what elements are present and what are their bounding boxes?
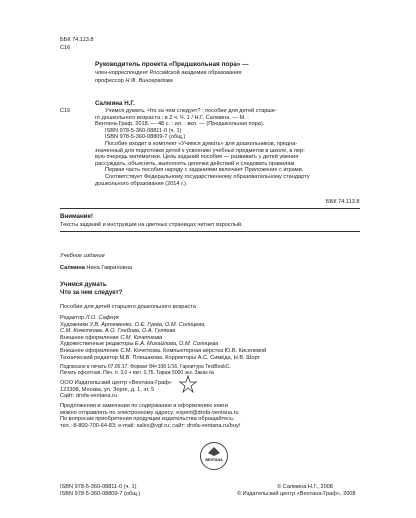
credit-role: Внешнее оформление [60,334,121,341]
credit-names: С.М. Кочеткова. Компьютерная вёрстка Ю.В. Киселевой [120,347,267,354]
credit-role: Художники [60,321,90,328]
credit-line [60,315,266,322]
author-surname: Салмина [60,265,85,271]
annotation-line: Пособие входит в комплект «Учимся думать» для дошкольников, предна- [105,140,298,147]
credit-role: Художественные редакторы [60,341,135,348]
publisher-line: 123308, Москва, ул. Зорге, д. 1, эт. 5 [60,386,155,393]
credit-line [60,348,266,355]
credit-names: У.В. Артеменко, О.Е. Гуева, О.М. Солнцева, [89,321,206,328]
credit-names: Е.А. Михайлова, О.М. Солнцева [134,341,219,348]
isbn-bottom [60,484,140,497]
isbn-line: ISBN 978-5-360-08809-7 (общ.) [60,490,141,497]
author-full [60,265,132,272]
edition-label: Учебное издание [60,253,105,259]
contact-line: По вопросам приобретения продукции издательства обращайтесь: [60,416,235,423]
copyright-line: © Салмина Н.Г., 2008 [277,484,333,490]
annotation-line: значенный для подготовки детей к усвоению учебных предметов в школе, в пер- [95,147,306,154]
catalog-bbk: ББК 74.113.8 [326,199,360,205]
udk-code-top: С16 [60,45,71,51]
publisher-line: Сайт: drofa-ventana.ru [60,393,118,400]
catalog-author: Салмина Н.Г. [95,100,135,107]
divider [60,231,360,232]
credit-names: С.М. Кочеткова, А.О. Глебова, О.А. Гуляева [60,328,176,335]
project-head-name: Н.Ф. Виноградова [125,78,173,84]
publisher-block [60,380,172,400]
annotation-line: рассуждать, объяснять, выполнять цепочки действий и следовать правилам. [95,160,296,167]
credit-line [60,322,266,329]
contact-line: тел.: 8-800-700-64-83; e-mail: sales@vgf.ru; сайт: drofa-ventana.ru/buy/ [60,422,241,429]
contacts-block [60,403,240,429]
credit-line [60,341,266,348]
credit-names: С.М. Кочеткова [120,334,163,341]
contact-line: можно отправлять по электронному адресу: expert@drofa-ventana.ru [60,409,239,416]
annotation-line: Первая часть пособия наряду с заданиями включает Приложение с играми. [105,167,304,174]
annotation-line: Соответствует Федеральному государственному образовательному стандарту [105,173,310,180]
project-head-title: Руководитель проекта «Предшкольная пора» — [95,61,249,68]
credit-role: Редактор [60,315,86,321]
catalog-isbn-line: ISBN 978-5-360-08809-7 (общ.) [105,134,186,141]
logo-text: ВЕНТАНА [205,458,223,462]
contact-line: Предложения и замечания по содержанию и оформлению книги [60,403,228,409]
project-head-line2: член-корреспондент Российской академии образования [95,70,242,76]
print-info [60,364,231,376]
credit-role: Технический редактор [60,354,120,361]
project-head-prefix: профессор [95,78,126,84]
attention-title: Внимание! [60,213,93,220]
divider [60,208,360,209]
catalog-description [95,108,310,187]
catalog-desc-line: Вентана-Граф, 2018. — 48 с. : ил. : вкл. — (Предшкольная пора). [95,121,265,128]
credit-names: М.В. Плешакова. Корректоры А.С. Симёда, Н.В. Шорт [119,354,260,361]
isbn-line: ISBN 978-5-360-08811-0 (ч. 1) [60,484,137,490]
project-head-line3 [95,78,173,85]
publisher-line: ООО Издательский центр «Вентана-Граф» [60,380,172,386]
book-title: Учимся думать [60,281,107,288]
catalog-desc-line: Учимся думать. Что за чем следует? : пособие для детей старше- [105,108,277,114]
bbk-top: ББК 74.113.8 [60,37,94,43]
star-logo-icon [179,375,197,393]
annotation-line: дошкольного образования (2014 г.). [95,180,188,187]
attention-text: Тексты заданий и инструкции на цветных страницах читает взрослый. [60,222,243,228]
book-type: Пособие для детей старшего дошкольного возраста [60,304,196,310]
print-info-line: Печать офсетная. Печ. л. 3,0 + вкл. 0,75. Тираж 5000 экз. Заказ № [60,370,215,376]
author-given: Нина Гавриловна [84,265,132,271]
catalog-isbn-line: ISBN 978-5-360-08811-0 (ч. 1) [105,127,182,134]
book-subtitle: Что за чем следует? [60,289,123,296]
print-info-line: Подписано в печать 07.06.17. Формат 84×108 1/16. Гарнитура TextBookC. [60,364,231,370]
annotation-line: вую очередь математики. Цель заданий пособия — развивать у детей умения [95,154,299,161]
project-head-label [95,61,249,68]
catalog-code: С16 [60,108,71,114]
copyright-block [237,484,356,497]
credit-line [60,328,266,335]
catalog-desc-line: го дошкольного возраста : в 2 ч. Ч. 1 / Н.Г. Салмина. — М. : [95,114,249,121]
credit-line [60,355,266,362]
credit-role: Внешнее оформление [60,347,121,354]
copyright-line: © Издательский центр «Вентана-Граф», 2008 [237,490,356,497]
publisher-logo-icon [200,442,228,470]
credit-names: Л.О. Сафнук [85,315,119,321]
credits-block [60,315,266,361]
